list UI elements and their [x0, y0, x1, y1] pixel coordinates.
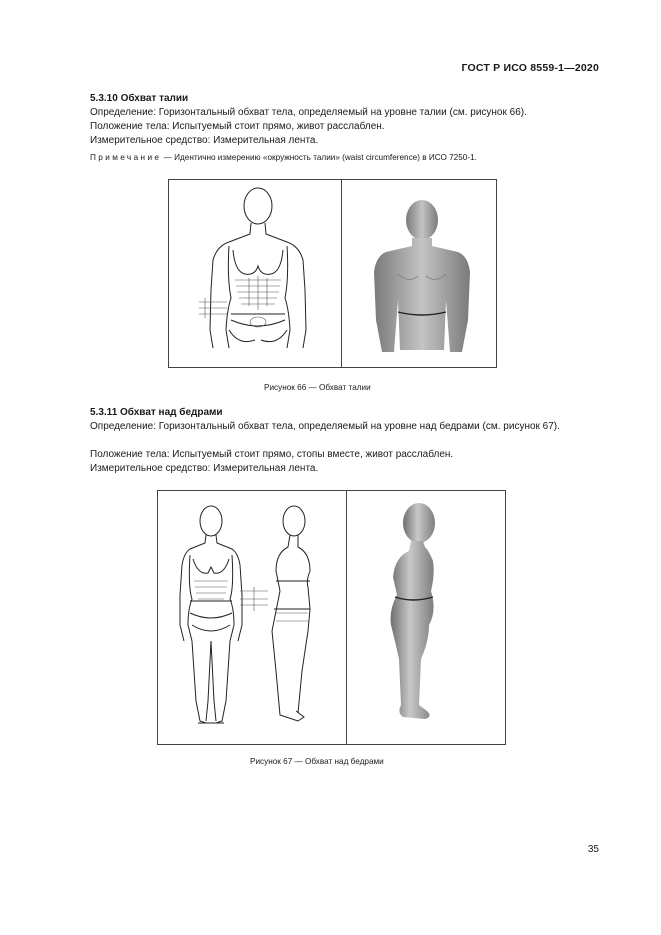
- figure-67: [157, 490, 506, 745]
- note-label: Примечание: [90, 153, 162, 162]
- figure-66-body-scan: [342, 180, 497, 367]
- figure-66-caption: Рисунок 66 — Обхват талии: [264, 383, 371, 392]
- note-waist: [90, 153, 477, 162]
- definition-waist: Определение: Горизонтальный обхват тела, определяемый на уровне талии (см. рисунок 66).: [90, 107, 527, 118]
- section-heading-waist: 5.3.10 Обхват талии: [90, 93, 189, 104]
- figure-66: [168, 179, 497, 368]
- page-number: 35: [587, 844, 599, 855]
- definition-hip: Определение: Горизонтальный обхват тела, определяемый на уровне над бедрами (см. рисунок 67).: [90, 421, 560, 432]
- tool-waist: Измерительное средство: Измерительная лента.: [90, 135, 319, 146]
- position-waist: Положение тела: Испытуемый стоит прямо, живот расслаблен.: [90, 121, 385, 132]
- figure-67-caption: Рисунок 67 — Обхват над бедрами: [250, 757, 384, 766]
- tool-hip: Измерительное средство: Измерительная лента.: [90, 463, 319, 474]
- note-text: — Идентично измерению «окружность талии» (waist circumference) в ИСО 7250-1.: [161, 153, 477, 162]
- figure-66-line-drawing: [169, 180, 341, 367]
- section-heading-hip: 5.3.11 Обхват над бедрами: [90, 407, 223, 418]
- figure-67-body-scan: [347, 491, 505, 744]
- document-header: ГОСТ Р ИСО 8559-1—2020: [461, 62, 599, 74]
- position-hip: Положение тела: Испытуемый стоит прямо, стопы вместе, живот расслаблен.: [90, 449, 454, 460]
- figure-67-line-drawing: [158, 491, 346, 744]
